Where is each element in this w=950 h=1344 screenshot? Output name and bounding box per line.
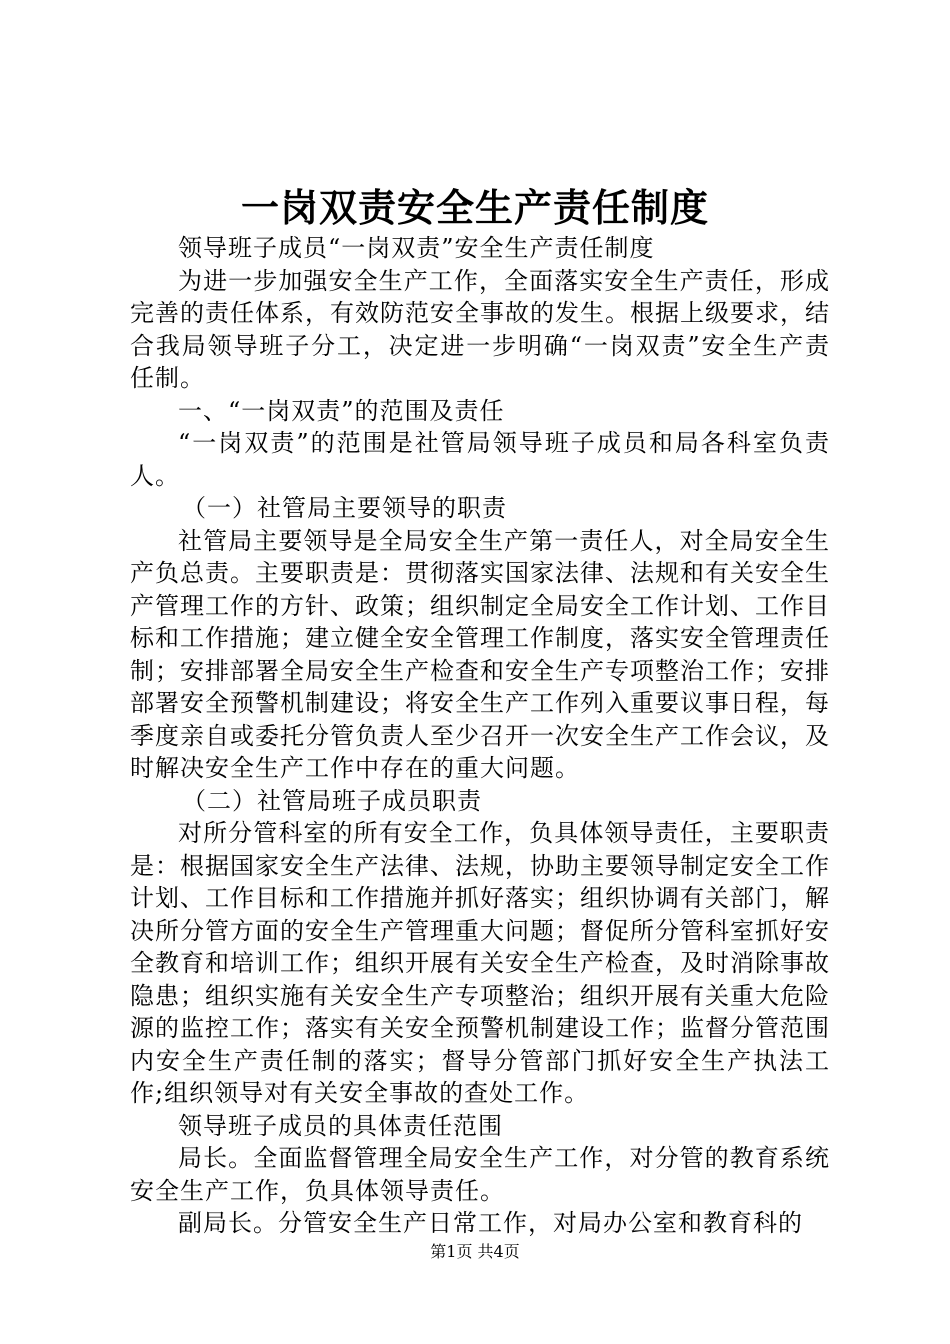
director-paragraph: 局长。全面监督管理全局安全生产工作，对分管的教育系统安全生产工作，负具体领导责任。 bbox=[130, 1144, 830, 1205]
page-number-footer: 第1页 共4页 bbox=[430, 1242, 520, 1261]
main-leader-duties-paragraph: 社管局主要领导是全局安全生产第一责任人，对全局安全生产负总责。主要职责是：贯彻落实国家法律、法规和有关安全生产管理工作的方针、政策；组织制定全局安全工作计划、工作目标和工作措施；建立健全安全管理工作制度，落实安全管理责任制；安排部署全局安全生产检查和安全生产专项整治工作；安排部署安全预警机制建设；将安全生产工作列入重要议事日程，每季度亲自或委托分管负责人至少召开一次安全生产工作会议，及时解决安全生产工作中存在的重大问题。 bbox=[130, 526, 830, 782]
team-member-duties-paragraph: 对所分管科室的所有安全工作，负具体领导责任，主要职责是：根据国家安全生产法律、法规，协助主要领导制定安全工作计划、工作目标和工作措施并抓好落实；组织协调有关部门，解决所分管方面的安全生产管理重大问题；督促所分管科室抓好安全教育和培训工作；组织开展有关安全生产检查，及时消除事故隐患；组织实施有关安全生产专项整治；组织开展有关重大危险源的监控工作；落实有关安全预警机制建设工作；监督分管范围内安全生产责任制的落实；督导分管部门抓好安全生产执法工作;组织领导对有关安全事故的查处工作。 bbox=[130, 819, 830, 1107]
subsection-heading-1: （一）社管局主要领导的职责 bbox=[182, 494, 507, 522]
deputy-director-paragraph: 副局长。分管安全生产日常工作，对局办公室和教育科的 bbox=[178, 1209, 803, 1237]
subsection-heading-2: （二）社管局班子成员职责 bbox=[182, 786, 482, 815]
document-title: 一岗双责安全生产责任制度 bbox=[240, 185, 709, 230]
scope-paragraph: “一岗双责”的范围是社管局领导班子成员和局各科室负责人。 bbox=[130, 429, 830, 490]
subtitle-paragraph: 领导班子成员“一岗双责”安全生产责任制度 bbox=[178, 234, 655, 262]
section-heading-1: 一、“一岗双责”的范围及责任 bbox=[178, 396, 505, 425]
document-body bbox=[130, 232, 830, 1240]
section-heading-2: 领导班子成员的具体责任范围 bbox=[178, 1111, 503, 1140]
intro-paragraph: 为进一步加强安全生产工作，全面落实安全生产责任，形成完善的责任体系，有效防范安全事故的发生。根据上级要求，结合我局领导班子分工，决定进一步明确“一岗双责”安全生产责任制。 bbox=[130, 266, 830, 392]
